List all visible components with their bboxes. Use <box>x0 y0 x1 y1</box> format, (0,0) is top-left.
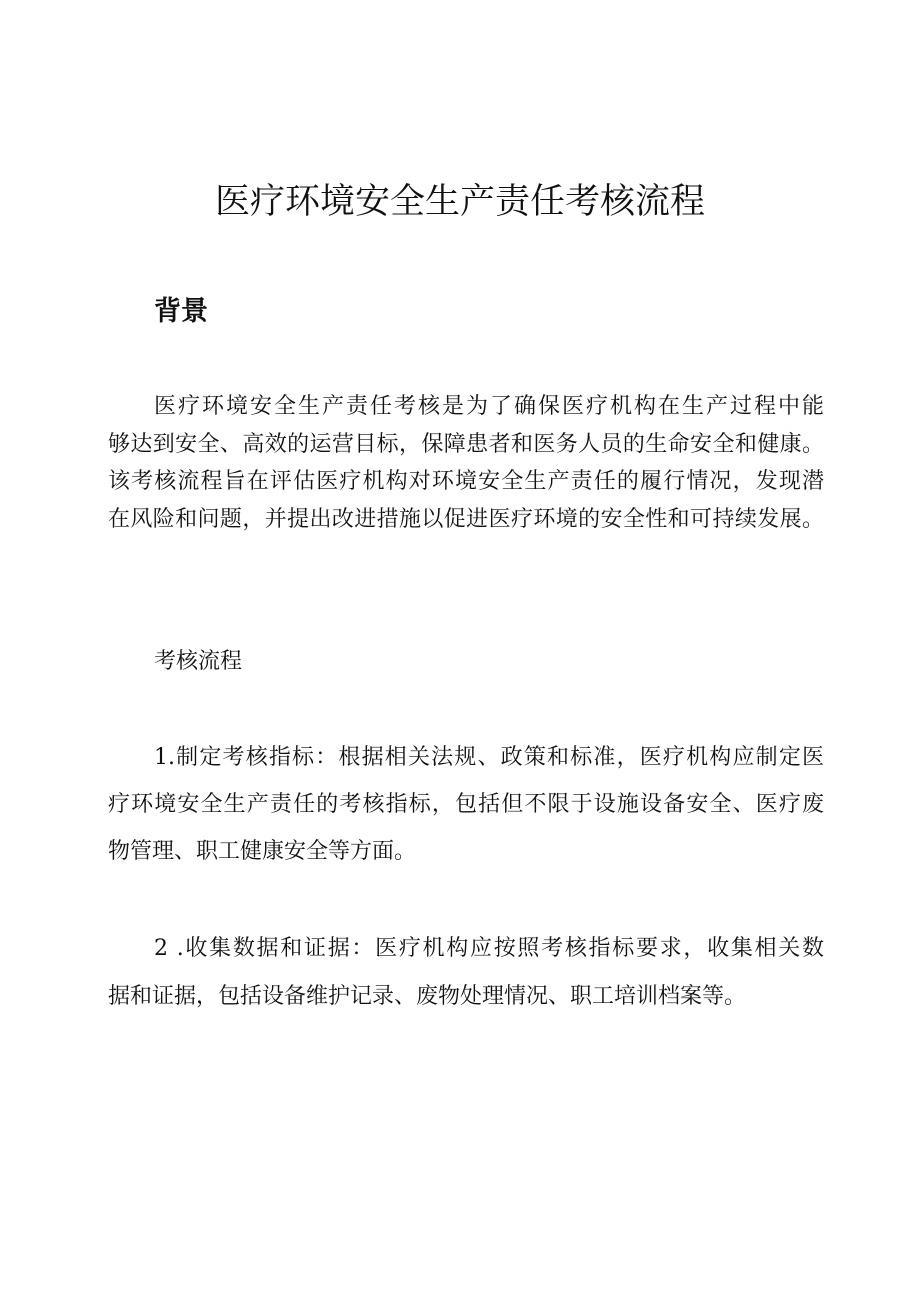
step-2-paragraph <box>108 925 824 1021</box>
paragraph-line: 医疗环境安全生产责任考核是为了确保医疗机构在生产过程中能 <box>154 394 824 419</box>
step-1-paragraph <box>108 734 824 875</box>
paragraph-line: 1.制定考核指标：根据相关法规、政策和标准，医疗机构应制定医 <box>154 745 824 770</box>
background-paragraph <box>108 388 824 538</box>
paragraph-line: 在风险和问题，并提出改进措施以促进医疗环境的安全性和可持续发展。 <box>108 506 824 532</box>
process-heading: 考核流程 <box>154 649 243 674</box>
paragraph-line: 疗环境安全生产责任的考核指标，包括但不限于设施设备安全、医疗废 <box>108 792 824 817</box>
paragraph-line: 2 .收集数据和证据：医疗机构应按照考核指标要求，收集相关数 <box>154 936 824 961</box>
paragraph-line: 据和证据，包括设备维护记录、废物处理情况、职工培训档案等。 <box>108 984 747 1009</box>
paragraph-line: 物管理、职工健康安全等方面。 <box>108 839 417 864</box>
paragraph-line: 够达到安全、高效的运营目标，保障患者和医务人员的生命安全和健康。 <box>108 431 824 457</box>
paragraph-line: 该考核流程旨在评估医疗机构对环境安全生产责任的履行情况，发现潜 <box>108 469 824 494</box>
document-title: 医疗环境安全生产责任考核流程 <box>214 182 705 222</box>
background-heading: 背景 <box>154 296 208 327</box>
